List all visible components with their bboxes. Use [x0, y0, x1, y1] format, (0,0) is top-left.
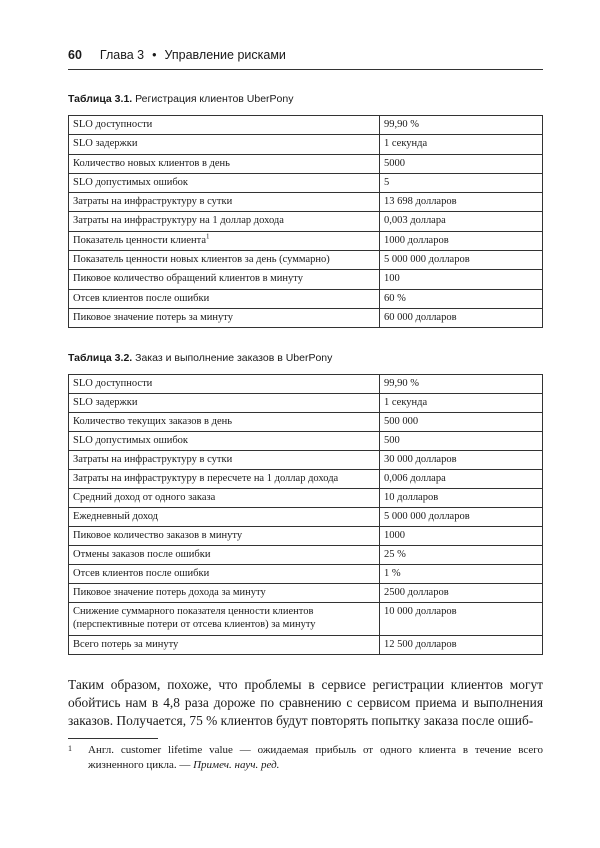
row-value-text: 0,006 доллара — [384, 473, 446, 484]
table2-body — [69, 375, 543, 655]
row-value-text: 25 % — [384, 549, 406, 560]
footnote-ref: 1 — [206, 232, 210, 241]
row-value-text: 1000 — [384, 530, 405, 541]
table-row — [69, 470, 543, 489]
row-label-text: SLO задержки — [73, 138, 138, 150]
row-label — [69, 432, 380, 451]
row-value — [380, 394, 543, 413]
row-label — [69, 394, 380, 413]
table-row — [69, 116, 543, 135]
table-row — [69, 413, 543, 432]
footnote — [68, 743, 543, 773]
table-row — [69, 432, 543, 451]
row-label — [69, 270, 380, 289]
row-value-text: 99,90 % — [384, 378, 419, 389]
row-value — [380, 375, 543, 394]
table-row — [69, 212, 543, 231]
row-value-text: 99,90 % — [384, 119, 419, 130]
footnote-text: Англ. customer lifetime value — ожидаемая прибыль от одного клиента в течение всего жизненного цикла. — — [88, 744, 543, 771]
table-row — [69, 154, 543, 173]
editor-note: Примеч. науч. ред. — [193, 759, 280, 771]
row-label — [69, 489, 380, 508]
row-value — [380, 636, 543, 655]
running-header — [68, 48, 543, 70]
row-label — [69, 584, 380, 603]
row-label — [69, 636, 380, 655]
table1-caption-text: Регистрация клиентов UberPony — [135, 93, 294, 105]
table2-caption-text: Заказ и выполнение заказов в UberPony — [135, 352, 333, 364]
row-value-text: 12 500 долларов — [384, 639, 457, 650]
row-value — [380, 432, 543, 451]
table-row — [69, 231, 543, 250]
row-value-text: 100 — [384, 273, 400, 285]
row-label-text: Ежедневный доход — [73, 511, 159, 522]
table2-caption-label: Таблица 3.2. — [68, 352, 133, 364]
row-value-text: 500 000 — [384, 416, 419, 427]
table-row — [69, 546, 543, 565]
row-label — [69, 212, 380, 231]
table-row — [69, 451, 543, 470]
row-label-text: Отмены заказов после ошибки — [73, 549, 211, 560]
body-paragraph: Таким образом, похоже, что проблемы в сервисе регистрации клиентов могут обойтись нам в 4,8 раза дороже по сравнению с сервисом приема и выполнения заказов. Получается, 75 % клиентов будут повторять попытку заказа после ошиб- — [68, 677, 543, 728]
row-label — [69, 508, 380, 527]
table-row — [69, 394, 543, 413]
row-label — [69, 565, 380, 584]
row-value-text: 10 000 долларов — [384, 606, 457, 617]
row-value — [380, 508, 543, 527]
chapter-label: Глава 3 — [99, 48, 145, 62]
row-label — [69, 251, 380, 270]
row-value-text: 60 % — [384, 292, 406, 304]
row-label — [69, 116, 380, 135]
row-label — [69, 154, 380, 173]
row-value — [380, 270, 543, 289]
row-label — [69, 451, 380, 470]
row-value-text: 10 долларов — [384, 492, 439, 503]
table-row — [69, 289, 543, 308]
row-value-text: 5 — [384, 176, 390, 188]
row-label-text: Показатель ценности новых клиентов за день (суммарно) — [73, 254, 330, 266]
row-label — [69, 527, 380, 546]
table-row — [69, 173, 543, 192]
row-value — [380, 470, 543, 489]
row-label — [69, 375, 380, 394]
row-value — [380, 154, 543, 173]
table-row — [69, 603, 543, 636]
row-value — [380, 193, 543, 212]
row-value — [380, 489, 543, 508]
row-value-text: 0,003 доллара — [384, 215, 446, 227]
row-value-text: 13 698 долларов — [384, 196, 457, 208]
row-value — [380, 212, 543, 231]
row-value — [380, 546, 543, 565]
row-value — [380, 584, 543, 603]
row-value-text: 2500 долларов — [384, 587, 449, 598]
row-value — [380, 231, 543, 250]
row-label — [69, 173, 380, 192]
section-title: Управление рисками — [164, 48, 286, 62]
row-label — [69, 231, 380, 250]
table2 — [68, 374, 543, 655]
row-value-text: 1000 долларов — [384, 234, 449, 246]
row-label — [69, 546, 380, 565]
row-value — [380, 527, 543, 546]
row-label-text: Отсев клиентов после ошибки — [73, 292, 210, 304]
row-value-text: 60 000 долларов — [384, 311, 457, 323]
row-label — [69, 413, 380, 432]
row-value — [380, 116, 543, 135]
footnote-mark: 1 — [68, 744, 72, 753]
table-row — [69, 584, 543, 603]
row-label-text: Затраты на инфраструктуру в сутки — [73, 196, 233, 208]
row-label-text: SLO доступности — [73, 119, 153, 130]
row-label-text: Затраты на инфраструктуру в сутки — [73, 454, 233, 465]
row-label-text: Пиковое количество обращений клиентов в минуту — [73, 273, 303, 285]
row-value-text: 30 000 долларов — [384, 454, 457, 465]
table-row — [69, 527, 543, 546]
row-value-text: 500 — [384, 435, 400, 446]
row-label-text: Средний доход от одного заказа — [73, 492, 216, 503]
row-value-text: 1 % — [384, 568, 401, 579]
row-label-text: Количество новых клиентов в день — [73, 157, 230, 169]
row-label-text: Пиковое значение потерь за минуту — [73, 311, 233, 323]
row-label-text: SLO доступности — [73, 378, 153, 389]
row-label-text: Затраты на инфраструктуру на 1 доллар дохода — [73, 215, 284, 227]
row-label-text: Отсев клиентов после ошибки — [73, 568, 210, 579]
row-label-text: SLO задержки — [73, 397, 138, 408]
row-value — [380, 308, 543, 327]
row-value-text: 1 секунда — [384, 397, 428, 408]
row-label-text: Пиковое количество заказов в минуту — [73, 530, 243, 541]
row-value — [380, 603, 543, 636]
row-label-text: Количество текущих заказов в день — [73, 416, 233, 427]
row-label — [69, 603, 380, 636]
table-row — [69, 135, 543, 154]
table-row — [69, 636, 543, 655]
row-label-text: Затраты на инфраструктуру в пересчете на 1 доллар дохода — [73, 473, 339, 484]
row-label — [69, 135, 380, 154]
row-value — [380, 135, 543, 154]
row-label — [69, 193, 380, 212]
table-row — [69, 508, 543, 527]
row-label-text: Показатель ценности клиента — [73, 234, 207, 246]
table-row — [69, 193, 543, 212]
header-bullet: • — [152, 48, 157, 62]
table1 — [68, 115, 543, 328]
row-value-text: 5000 — [384, 157, 405, 169]
row-value — [380, 451, 543, 470]
row-label-text: Всего потерь за минуту — [73, 639, 179, 650]
row-value-text: 5 000 000 долларов — [384, 254, 470, 266]
footnote-divider — [68, 738, 158, 739]
table-row — [69, 308, 543, 327]
row-value — [380, 565, 543, 584]
table-row — [69, 375, 543, 394]
row-value — [380, 413, 543, 432]
row-label-text: Снижение суммарного показателя ценности клиентов (перспективные потери от отсева клиентов) за минуту — [73, 606, 316, 630]
row-label-text: SLO допустимых ошибок — [73, 176, 189, 188]
row-label — [69, 308, 380, 327]
row-value — [380, 251, 543, 270]
row-value-text: 1 секунда — [384, 138, 428, 150]
footnote-body — [88, 743, 543, 773]
row-label-text: Пиковое значение потерь дохода за минуту — [73, 587, 266, 598]
row-value — [380, 173, 543, 192]
table2-caption — [68, 352, 332, 364]
table-row — [69, 565, 543, 584]
table-row — [69, 251, 543, 270]
table-row — [69, 270, 543, 289]
table1-caption-label: Таблица 3.1. — [68, 93, 133, 105]
table1-body — [69, 116, 543, 328]
row-value — [380, 289, 543, 308]
row-label — [69, 289, 380, 308]
table1-caption — [68, 93, 293, 105]
row-value-text: 5 000 000 долларов — [384, 511, 470, 522]
row-label-text: SLO допустимых ошибок — [73, 435, 189, 446]
page-number: 60 — [68, 48, 82, 62]
row-label — [69, 470, 380, 489]
table-row — [69, 489, 543, 508]
